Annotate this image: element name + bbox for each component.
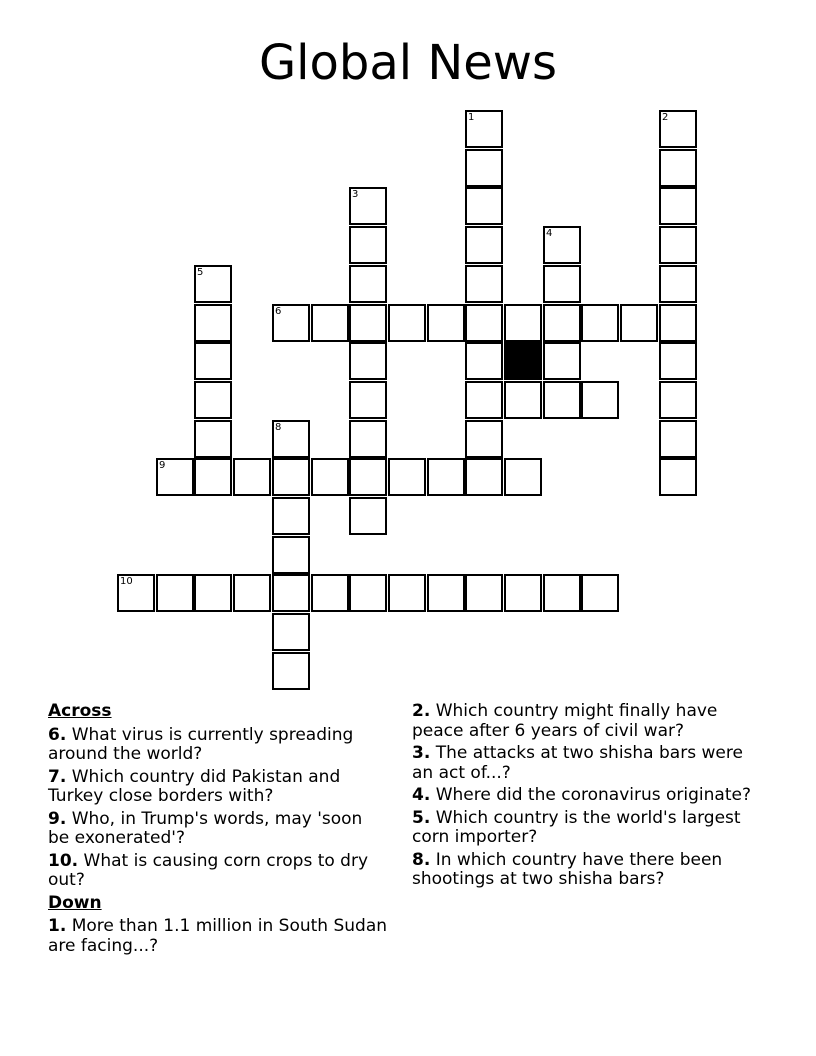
clue-number: 8 xyxy=(275,422,282,433)
grid-cell[interactable] xyxy=(465,381,503,419)
clue-text: Which country is the world's largest corn importer? xyxy=(412,807,741,847)
grid-cell[interactable] xyxy=(233,458,271,496)
grid-cell[interactable] xyxy=(349,420,387,458)
grid-cell[interactable] xyxy=(543,226,581,264)
grid-cell[interactable] xyxy=(659,110,697,148)
grid-cell[interactable] xyxy=(194,458,232,496)
clue-text: Who, in Trump's words, may 'soon be exonerated'? xyxy=(48,808,363,848)
grid-cell[interactable] xyxy=(465,458,503,496)
grid-cell[interactable] xyxy=(388,574,426,612)
grid-cell[interactable] xyxy=(272,458,310,496)
clue-number: 10 xyxy=(120,576,133,587)
clue-number: 8. xyxy=(412,849,431,870)
clue-item xyxy=(412,702,752,741)
grid-cell[interactable] xyxy=(349,265,387,303)
grid-cell[interactable] xyxy=(349,574,387,612)
clue-item xyxy=(48,726,388,765)
grid-cell[interactable] xyxy=(465,149,503,187)
across-clues xyxy=(48,726,388,891)
down-clues-right xyxy=(412,702,752,890)
grid-cell[interactable] xyxy=(194,265,232,303)
across-heading: Across xyxy=(48,701,112,721)
clue-number: 6. xyxy=(48,724,67,745)
clue-number: 7. xyxy=(48,766,67,787)
clue-item xyxy=(412,809,752,848)
clue-text: What virus is currently spreading around the world? xyxy=(48,724,354,764)
grid-cell[interactable] xyxy=(427,304,465,342)
grid-cell[interactable] xyxy=(272,536,310,574)
clue-number: 2 xyxy=(662,112,669,123)
clue-number: 10. xyxy=(48,850,79,871)
grid-cell[interactable] xyxy=(194,381,232,419)
grid-cell[interactable] xyxy=(349,304,387,342)
grid-cell[interactable] xyxy=(349,342,387,380)
grid-cell[interactable] xyxy=(504,304,542,342)
grid-cell[interactable] xyxy=(620,304,658,342)
grid-cell[interactable] xyxy=(349,458,387,496)
grid-cell[interactable] xyxy=(543,304,581,342)
clue-number: 1 xyxy=(468,112,475,123)
grid-cell[interactable] xyxy=(504,458,542,496)
clue-number: 3 xyxy=(352,189,359,200)
clue-number: 1. xyxy=(48,916,67,936)
grid-cell[interactable] xyxy=(156,458,194,496)
grid-cell[interactable] xyxy=(233,574,271,612)
grid-cell[interactable] xyxy=(156,574,194,612)
clues-right-column xyxy=(412,702,752,893)
grid-cell[interactable] xyxy=(581,574,619,612)
clue-text: More than 1.1 million in South Sudan are facing...? xyxy=(48,916,388,956)
grid-cell[interactable] xyxy=(388,458,426,496)
down-heading: Down xyxy=(48,892,102,913)
grid-cell[interactable] xyxy=(272,304,310,342)
clue-number: 6 xyxy=(275,306,282,317)
grid-cell[interactable] xyxy=(349,187,387,225)
grid-cell[interactable] xyxy=(543,265,581,303)
grid-cell[interactable] xyxy=(543,342,581,380)
down-clues-left xyxy=(48,917,388,956)
grid-cell[interactable] xyxy=(388,304,426,342)
grid-cell[interactable] xyxy=(659,149,697,187)
clue-item xyxy=(48,768,388,807)
clue-text: Which country did Pakistan and Turkey close borders with? xyxy=(48,766,341,806)
grid-cell[interactable] xyxy=(272,613,310,651)
grid-cell[interactable] xyxy=(659,187,697,225)
grid-cell[interactable] xyxy=(659,420,697,458)
clue-text: What is causing corn crops to dry out? xyxy=(48,850,369,890)
clue-item xyxy=(412,744,752,783)
grid-cell[interactable] xyxy=(272,497,310,535)
grid-cell[interactable] xyxy=(117,574,155,612)
grid-cell[interactable] xyxy=(465,420,503,458)
clue-number: 3. xyxy=(412,743,431,763)
clue-number: 2. xyxy=(412,701,431,721)
clue-item xyxy=(48,852,388,891)
grid-cell[interactable] xyxy=(465,342,503,380)
grid-cell[interactable] xyxy=(543,574,581,612)
clue-number: 5 xyxy=(197,267,204,278)
clue-text: Which country might finally have peace after 6 years of civil war? xyxy=(412,701,718,741)
clue-number: 9 xyxy=(159,460,166,471)
grid-cell[interactable] xyxy=(659,342,697,380)
grid-cell[interactable] xyxy=(272,420,310,458)
grid-cell[interactable] xyxy=(465,265,503,303)
grid-cell[interactable] xyxy=(543,381,581,419)
grid-cell[interactable] xyxy=(465,110,503,148)
grid-cell[interactable] xyxy=(581,304,619,342)
grid-cell[interactable] xyxy=(349,381,387,419)
grid-cell[interactable] xyxy=(465,187,503,225)
grid-cell[interactable] xyxy=(349,226,387,264)
clue-item xyxy=(412,851,752,890)
grid-cell[interactable] xyxy=(659,458,697,496)
grid-cell[interactable] xyxy=(581,381,619,419)
clue-text: The attacks at two shisha bars were an act of...? xyxy=(412,743,743,783)
grid-cell[interactable] xyxy=(311,458,349,496)
clue-number: 4. xyxy=(412,785,431,805)
grid-cell[interactable] xyxy=(311,304,349,342)
grid-cell[interactable] xyxy=(427,574,465,612)
clue-item xyxy=(412,786,752,806)
grid-cell[interactable] xyxy=(659,226,697,264)
grid-cell[interactable] xyxy=(272,652,310,690)
grid-cell[interactable] xyxy=(311,574,349,612)
grid-cell[interactable] xyxy=(659,304,697,342)
grid-cell[interactable] xyxy=(349,497,387,535)
grid-cell[interactable] xyxy=(465,574,503,612)
clue-text: In which country have there been shootings at two shisha bars? xyxy=(412,849,723,889)
grid-cell[interactable] xyxy=(194,342,232,380)
grid-cell[interactable] xyxy=(194,420,232,458)
grid-cell[interactable] xyxy=(427,458,465,496)
puzzle-title: Global News xyxy=(258,35,558,91)
grid-cell[interactable] xyxy=(272,574,310,612)
grid-cell[interactable] xyxy=(504,574,542,612)
grid-cell[interactable] xyxy=(465,304,503,342)
clue-text: Where did the coronavirus originate? xyxy=(430,785,751,805)
grid-cell[interactable] xyxy=(194,304,232,342)
clues-left-column xyxy=(48,702,388,959)
grid-cell[interactable] xyxy=(504,381,542,419)
grid-cell[interactable] xyxy=(659,381,697,419)
grid-cell[interactable] xyxy=(194,574,232,612)
clue-number: 4 xyxy=(546,228,553,239)
clue-item xyxy=(48,810,388,849)
clue-number: 5. xyxy=(412,807,431,828)
clue-number: 9. xyxy=(48,808,67,829)
grid-cell[interactable] xyxy=(465,226,503,264)
clue-item xyxy=(48,917,388,956)
grid-cell[interactable] xyxy=(659,265,697,303)
black-square xyxy=(504,342,542,380)
